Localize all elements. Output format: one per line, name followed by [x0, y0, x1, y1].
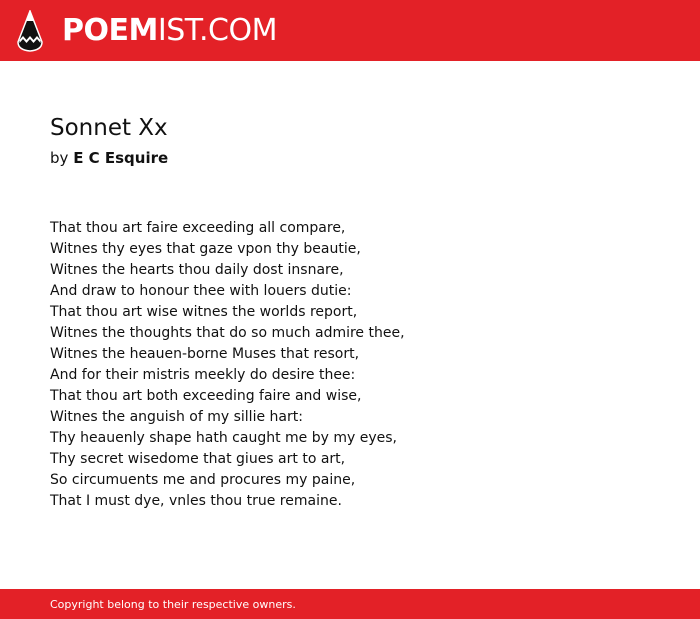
site-logo-link[interactable] [16, 8, 277, 54]
poem-line: And for their mistris meekly do desire thee: [50, 367, 356, 383]
logo-text-light: IST.COM [157, 13, 277, 48]
poem-line: That thou art wise witnes the worlds report, [50, 304, 358, 320]
pen-nib-icon [16, 10, 44, 52]
byline-label: by [50, 149, 69, 167]
poem-line: Witnes the hearts thou daily dost insnare, [50, 262, 344, 278]
poem-line: Thy secret wisedome that giues art to art, [50, 451, 346, 467]
poem-byline [50, 149, 168, 167]
poem-line: Witnes the thoughts that do so much admire thee, [50, 325, 405, 341]
poem-title: Sonnet Xx [50, 115, 168, 141]
site-logo-text [62, 13, 277, 48]
copyright-text: Copyright belong to their respective owners. [50, 598, 296, 611]
site-header [0, 0, 700, 61]
poem-line: Witnes the anguish of my sillie hart: [50, 409, 303, 425]
poem-body [50, 218, 670, 512]
poem-line: And draw to honour thee with louers dutie: [50, 283, 352, 299]
poem-line: That I must dye, vnles thou true remaine. [50, 493, 342, 509]
site-footer [0, 589, 700, 619]
poem-line: Witnes thy eyes that gaze vpon thy beautie, [50, 241, 361, 257]
poem-line: That thou art both exceeding faire and wise, [50, 388, 362, 404]
poem-line: Witnes the heauen-borne Muses that resort, [50, 346, 360, 362]
poem-line: Thy heauenly shape hath caught me by my eyes, [50, 430, 397, 446]
logo-text-strong: POEM [62, 13, 158, 48]
author-link[interactable]: E C Esquire [73, 149, 169, 167]
poem-line: So circumuents me and procures my paine, [50, 472, 356, 488]
poem-line: That thou art faire exceeding all compare, [50, 220, 346, 236]
